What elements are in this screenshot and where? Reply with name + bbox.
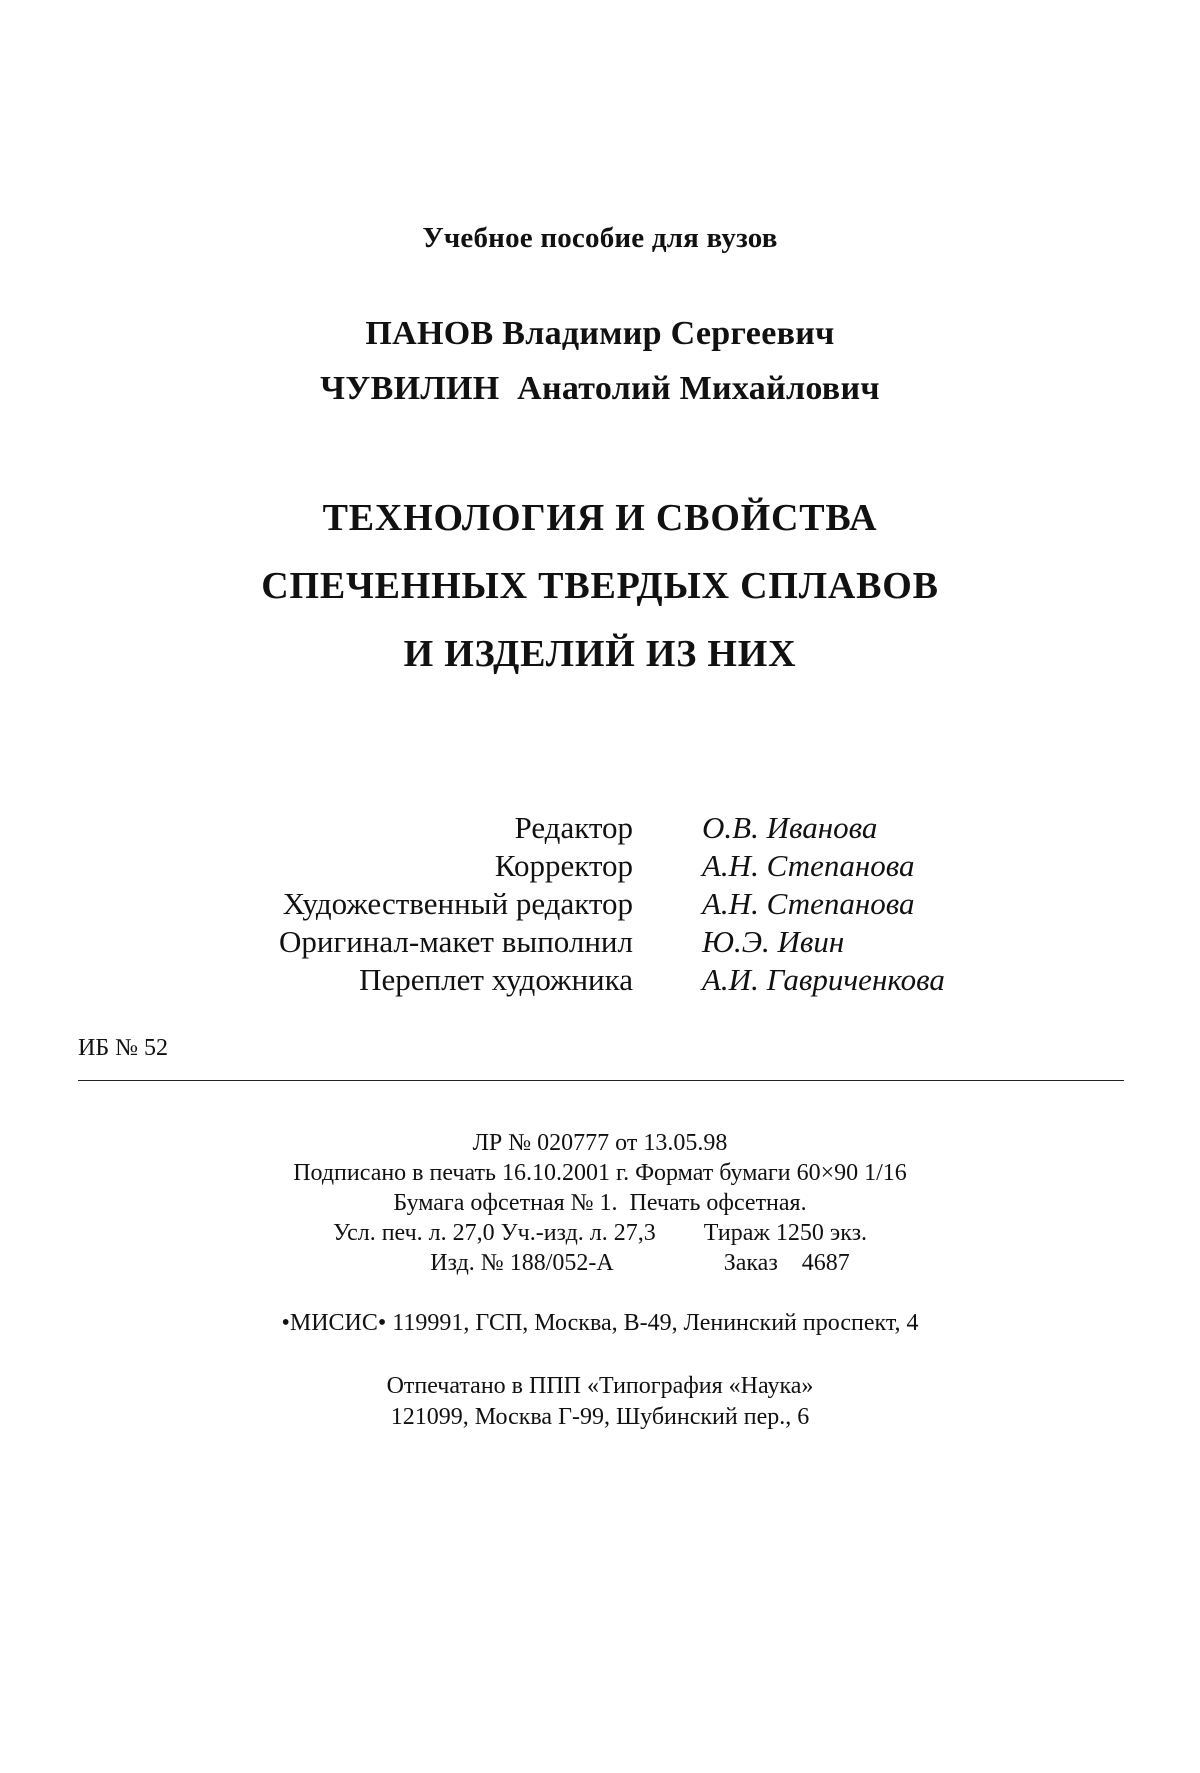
staff-credits [0, 810, 1200, 1000]
printer-line-2: 121099, Москва Г-99, Шубинский пер., 6 [390, 1404, 810, 1430]
staff-row [0, 886, 1200, 924]
print-run: Тираж 1250 экз. [703, 1220, 868, 1246]
staff-role: Оригинал-макет выполнил [279, 924, 633, 959]
order-line [0, 1248, 1200, 1278]
book-title-line-3: И ИЗДЕЛИЙ ИЗ НИХ [403, 633, 797, 675]
staff-name: А.И. Гавриченкова [702, 962, 945, 997]
sheets-line [0, 1218, 1200, 1248]
edition-number: Изд. № 188/052-А [430, 1250, 614, 1276]
staff-name: А.Н. Степанова [702, 848, 915, 883]
author-2: ЧУВИЛИН Анатолий Михайлович [320, 370, 880, 407]
staff-row [0, 924, 1200, 962]
staff-role: Корректор [494, 848, 633, 883]
author-1: ПАНОВ Владимир Сергеевич [365, 315, 835, 352]
staff-name: Ю.Э. Ивин [702, 924, 845, 959]
staff-role: Художественный редактор [282, 886, 633, 921]
divider-rule [78, 1080, 1124, 1081]
staff-role: Редактор [514, 810, 633, 845]
staff-row [0, 810, 1200, 848]
staff-name: О.В. Иванова [702, 810, 878, 845]
license-line: ЛР № 020777 от 13.05.98 [472, 1130, 728, 1156]
staff-row [0, 848, 1200, 886]
paper-line: Бумага офсетная № 1. Печать офсетная. [393, 1190, 807, 1216]
staff-role: Переплет художника [359, 962, 633, 997]
staff-row [0, 962, 1200, 1000]
ib-number: ИБ № 52 [78, 1035, 169, 1061]
book-title-line-1: ТЕХНОЛОГИЯ И СВОЙСТВА [322, 497, 878, 539]
publisher-address: •МИСИС• 119991, ГСП, Москва, В-49, Ленинский проспект, 4 [281, 1310, 919, 1336]
printer-line-1: Отпечатано в ППП «Типография «Наука» [386, 1373, 814, 1399]
staff-name: А.Н. Степанова [702, 886, 915, 921]
book-title-line-2: СПЕЧЕННЫХ ТВЕРДЫХ СПЛАВОВ [261, 565, 939, 607]
signed-line: Подписано в печать 16.10.2001 г. Формат бумаги 60×90 1/16 [293, 1160, 907, 1186]
order-number: Заказ 4687 [723, 1250, 850, 1276]
series-label: Учебное пособие для вузов [422, 222, 778, 254]
sheets-count: Усл. печ. л. 27,0 Уч.-изд. л. 27,3 [332, 1220, 656, 1246]
